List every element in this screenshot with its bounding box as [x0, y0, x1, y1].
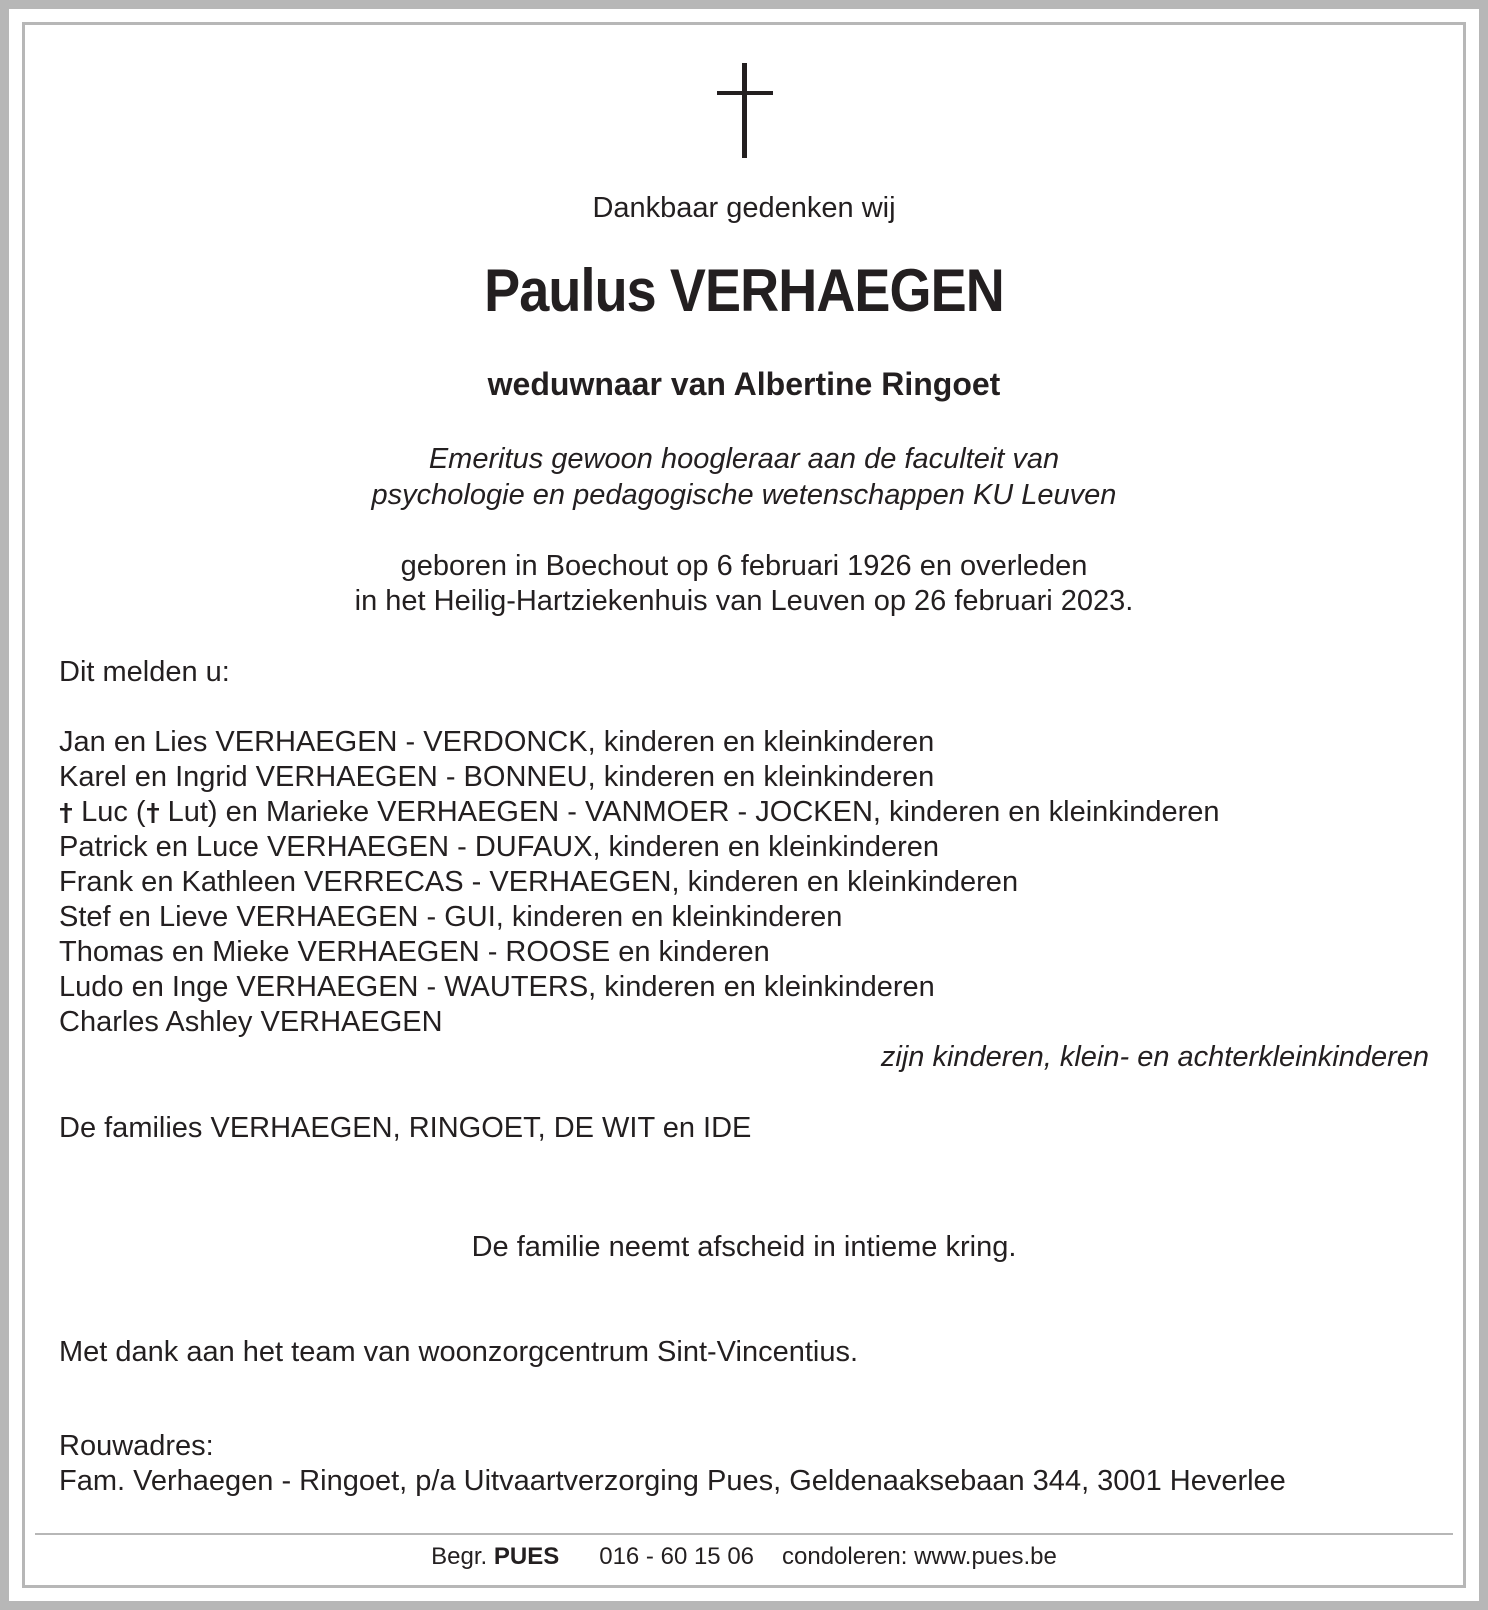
address-label: Rouwadres: — [59, 1430, 214, 1462]
family-line: Karel en Ingrid VERHAEGEN - BONNEU, kinderen en kleinkinderen — [59, 761, 935, 793]
family-line: Stef en Lieve VERHAEGEN - GUI, kinderen en kleinkinderen — [59, 901, 843, 933]
profession-line-2: psychologie en pedagogische wetenschappen KU Leuven — [371, 479, 1117, 511]
announcement-intro: Dit melden u: — [59, 656, 230, 688]
profession-line-1: Emeritus gewoon hoogleraar aan de faculteit van — [428, 443, 1060, 475]
intro-text: Dankbaar gedenken wij — [592, 192, 896, 224]
luc-text-2: Lut) en Marieke VERHAEGEN - VANMOER - JOCKEN, kinderen en kleinkinderen — [167, 796, 1220, 828]
cross-icon — [0, 0, 1488, 170]
family-line: Thomas en Mieke VERHAEGEN - ROOSE en kinderen — [59, 936, 770, 968]
small-cross-icon — [146, 803, 160, 823]
families-line: De families VERHAEGEN, RINGOET, DE WIT en IDE — [59, 1112, 752, 1144]
family-line: Ludo en Inge VERHAEGEN - WAUTERS, kinderen en kleinkinderen — [59, 971, 935, 1003]
deceased-name: Paulus VERHAEGEN — [484, 257, 1004, 324]
footer — [0, 1542, 1488, 1572]
funeral-prefix: Begr. — [431, 1543, 488, 1570]
address-line: Fam. Verhaegen - Ringoet, p/a Uitvaartverzorging Pues, Geldenaaksebaan 344, 3001 Heverlee — [59, 1465, 1286, 1497]
death-line: in het Heilig-Hartziekenhuis van Leuven op 26 februari 2023. — [354, 585, 1134, 617]
family-line: Patrick en Luce VERHAEGEN - DUFAUX, kinderen en kleinkinderen — [59, 831, 940, 863]
condolence-link[interactable]: condoleren: www.pues.be — [782, 1543, 1057, 1570]
birth-line: geboren in Boechout op 6 februari 1926 en overleden — [400, 550, 1088, 582]
small-cross-icon — [59, 803, 73, 823]
family-line: Frank en Kathleen VERRECAS - VERHAEGEN, kinderen en kleinkinderen — [59, 866, 1019, 898]
family-line-luc — [59, 794, 1220, 830]
spouse-line: weduwnaar van Albertine Ringoet — [487, 366, 1001, 402]
family-line: Jan en Lies VERHAEGEN - VERDONCK, kinderen en kleinkinderen — [59, 726, 935, 758]
family-summary: zijn kinderen, klein- en achterkleinkinderen — [880, 1041, 1429, 1073]
farewell-line: De familie neemt afscheid in intieme kring. — [471, 1231, 1017, 1263]
funeral-home-name: PUES — [493, 1543, 560, 1570]
family-line: Charles Ashley VERHAEGEN — [59, 1006, 443, 1038]
footer-divider — [35, 1533, 1453, 1535]
thanks-line: Met dank aan het team van woonzorgcentrum Sint-Vincentius. — [59, 1336, 859, 1368]
phone-number: 016 - 60 15 06 — [599, 1543, 755, 1570]
luc-text-1: Luc ( — [81, 796, 146, 828]
